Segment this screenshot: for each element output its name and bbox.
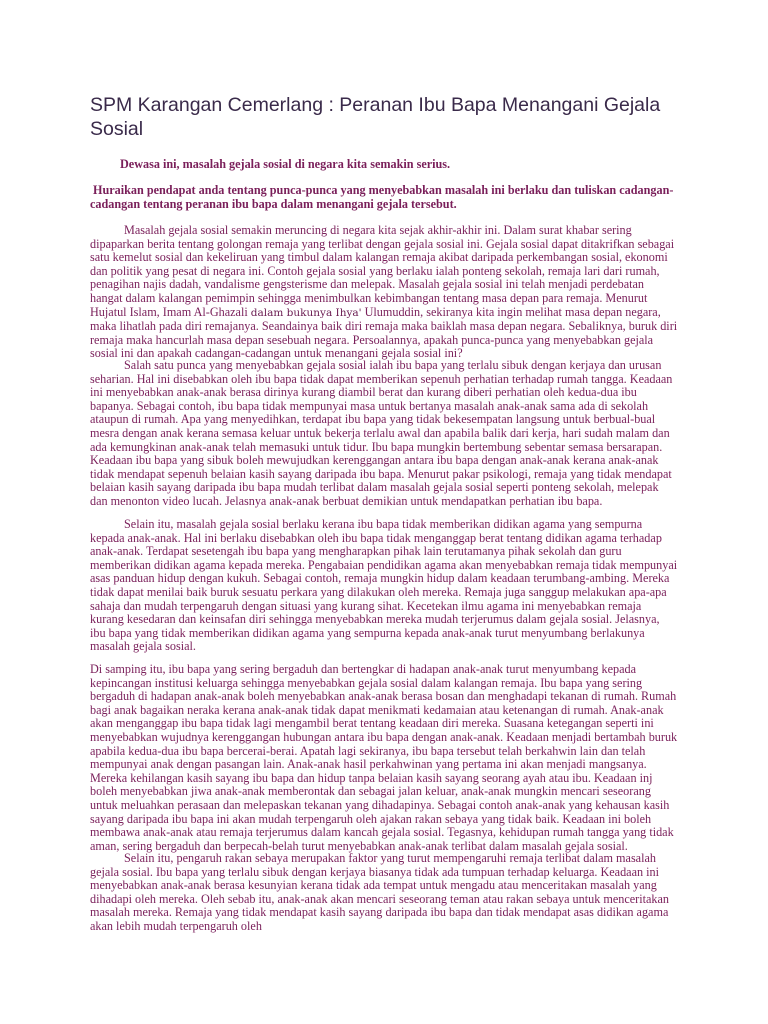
paragraph-1-handwritten-insert: dalam bukunya Ihya' — [250, 306, 362, 319]
paragraph-1-text-a: Masalah gejala sosial semakin meruncing di negara kita sejak akhir-akhir ini. Dalam surat khabar sering dipaparkan berita tentang golongan remaja yang terlibat dengan gejala sosial ini. Gejala sosial dapat ditakrifkan sebagai satu kemelut sosial dan kekeliruan yang timbul dalam kalangan remaja akibat daripada perkembangan sosial, ekonomi dan politik yang pesat di negara ini. Contoh gejala sosial yang berlaku ialah ponteng sekolah, remaja lari dari rumah, penagihan najis dadah, vandalisme gengsterisme dan melepak. Masalah gejala sosial ini telah menjadi perdebatan hangat dalam kalangan pemimpin sehingga menimbulkan kebimbangan tentang masa depan para remaja. Menurut Hujatul Islam, Imam Al-Ghazali — [90, 223, 675, 319]
page-title: SPM Karangan Cemerlang : Peranan Ibu Bapa Menangani Gejala Sosial — [90, 94, 661, 140]
paragraph-2: Salah satu punca yang menyebabkan gejala sosial ialah ibu bapa yang terlalu sibuk dengan kerjaya dan urusan seharian. Hal ini disebabkan oleh ibu bapa tidak dapat memberikan sepenuh perhatian terhadap rumah tangga. Keadaan ini menyebabkan anak-anak berasa dirinya kurang diambil berat dan kurang diberi perhatian oleh kedua-dua ibu bapanya. Sebagai contoh, ibu bapa tidak mempunyai masa untuk bertanya masalah anak-anak sama ada di sekolah ataupun di rumah. Apa yang menyedihkan, terdapat ibu bapa yang tidak bekesempatan langsung untuk berbual-bual mesra dengan anak kerana semasa keluar untuk bekerja terlalu awal dan apabila balik dari kerja, hari sudah malam dan ada kemungkinan anak-anak telah memasuki untuk tidur. Ibu bapa mungkin bertembung sebentar semasa bersarapan. Keadaan ibu bapa yang sibuk boleh mewujudkan kerenggangan antara ibu bapa dengan anak-anak kerana anak-anak tidak mendapat sepenuh belaian kasih sayang daripada ibu bapa. Menurut pakar psikologi, remaja yang tidak mendapat belaian kasih sayang daripada ibu bapa mudah terlibat dalam masalah gejala sosial seperti ponteng sekolah, melepak dan menonton video lucah. Jelasnya anak-anak berbuat demikian untuk mendapatkan perhatian ibu bapa. — [90, 358, 673, 508]
paragraph-1-text-b: Ulumuddin, sekiranya kita ingin melihat masa depan negara, maka lihatlah pada diri remajanya. Seandainya baik diri remaja maka baiklah masa depan negara. Sebaliknya, buruk diri remaja maka hancurlah masa depan sesebuah negara. Persoalannya, apakah punca-punca yang menyebabkan gejala sosial ini dan apakah cadangan-cadangan untuk menangani gejala sosial ini? — [90, 304, 678, 361]
paragraph-5: Selain itu, pengaruh rakan sebaya merupakan faktor yang turut mempengaruhi remaja terlibat dalam masalah gejala sosial. Ibu bapa yang terlalu sibuk dengan kerjaya biasanya tidak ada tumpuan terhadap keluarga. Keadaan ini menyebabkan anak-anak berasa kesunyian kerana tidak ada tempat untuk mengadu atau menceritakan masalah yang dihadapi oleh mereka. Oleh sebab itu, anak-anak akan mencari seseorang teman atau rakan sebaya untuk menceritakan masalah mereka. Remaja yang tidak mendapat kasih sayang daripada ibu bapa dan tidak mendapat asas didikan agama akan lebih mudah terpengaruh oleh — [90, 851, 669, 933]
essay-prompt: Huraikan pendapat anda tentang punca-punca yang menyebabkan masalah ini berlaku dan tuliskan cadangan-cadangan tentang peranan ibu bapa dalam menangani gejala tersebut. — [90, 183, 674, 211]
essay-lead: Dewasa ini, masalah gejala sosial di negara kita semakin serius. — [120, 157, 451, 171]
paragraph-1 — [90, 224, 678, 361]
paragraph-3: Selain itu, masalah gejala sosial berlaku kerana ibu bapa tidak memberikan didikan agama yang sempurna kepada anak-anak. Hal ini berlaku disebabkan oleh ibu bapa tidak menganggap berat tentang didikan agama terhadap anak-anak. Terdapat sesetengah ibu bapa yang mengharapkan pihak lain terutamanya pihak sekolah dan guru memberikan didikan agama kepada mereka. Pengabaian pendidikan agama akan menyebabkan remaja tidak mempunyai asas panduan hidup dengan kukuh. Sebagai contoh, remaja mungkin hidup dalam keadaan terumbang-ambing. Mereka tidak dapat menilai baik buruk sesuatu perkara yang dilakukan oleh mereka. Remaja juga sanggup melakukan apa-apa sahaja dan mudah terpengaruh dengan situasi yang kurang sihat. Kecetekan ilmu agama ini menyebabkan remaja kurang kesedaran dan keinsafan diri sehingga menyebabkan mereka mudah terjerumus dalam gejala sosial. Jelasnya, ibu bapa yang tidak memberikan didikan agama yang sempurna kepada anak-anak turut menyumbang berlakunya masalah gejala sosial. — [90, 517, 678, 654]
paragraph-4: Di samping itu, ibu bapa yang sering bergaduh dan bertengkar di hadapan anak-anak turut menyumbang kepada kepincangan institusi keluarga sehingga menyebabkan gejala sosial dalam kalangan remaja. Ibu bapa yang sering bergaduh di hadapan anak-anak boleh menyebabkan anak-anak berasa bosan dan menghadapi tekanan di rumah. Rumah bagi anak bagaikan neraka kerana anak-anak tidak dapat menikmati kedamaian atau ketenangan di rumah. Anak-anak akan menganggap ibu bapa tidak lagi mengambil berat tentang keadaan diri mereka. Suasana ketegangan seperti ini menyebabkan wujudnya kerenggangan hubungan antara ibu bapa dengan anak-anak. Keadaan menjadi bertambah buruk apabila kedua-dua ibu bapa bercerai-berai. Apatah lagi sekiranya, ibu bapa tersebut telah berkahwin lain dan telah mempunyai anak dengan pasangan lain. Anak-anak hasil perkahwinan yang pertama ini akan menjadi mangsanya. Mereka kehilangan kasih sayang ibu bapa dan hidup tanpa belaian kasih sayang seorang ayah atau ibu. Keadaan inj boleh menyebabkan jiwa anak-anak memberontak dan sebagai jalan keluar, anak-anak mungkin mencari seseorang untuk meluahkan perasaan dan melepaskan tekanan yang dihadapinya. Sebagai contoh anak-anak yang kehausan kasih sayang daripada ibu bapa ini akan mudah terpengaruh oleh ajakan rakan sebaya yang tidak baik. Keadaan ini boleh membawa anak-anak atau remaja terjerumus dalam kancah gejala sosial. Tegasnya, kehidupan rumah tangga yang tidak aman, sering bergaduh dan berpecah-belah turut menyebabkan anak-anak terlibat dalam masalah gejala sosial. — [90, 662, 678, 853]
